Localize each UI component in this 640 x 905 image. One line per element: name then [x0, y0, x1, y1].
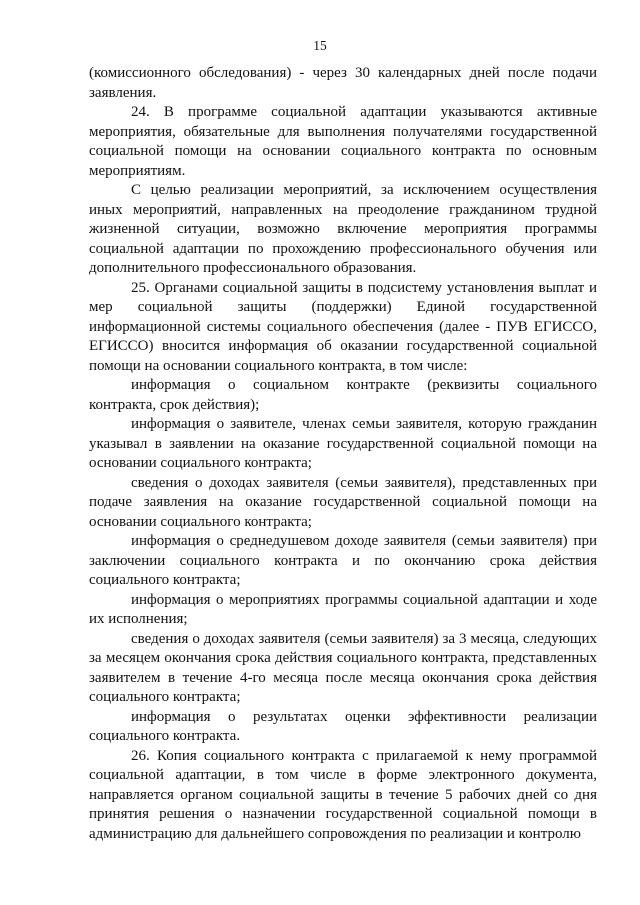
paragraph-item-25: 25. Органами социальной защиты в подсистему установления выплат и мер социальной защиты (поддержки) Единой государственной информационной системы социального обеспечения (далее - ПУВ ЕГИССО, ЕГИССО) вносится информация об оказании государственной социальной помощи на основании социального контракта, в том числе:: [89, 279, 597, 374]
document-body: [89, 64, 597, 844]
paragraph-item-26: 26. Копия социального контракта с прилагаемой к нему программой социальной адаптации, в том числе в форме электронного документа, направляется органом социальной защиты в течение 5 рабочих дней со дня принятия решения о назначении государственной социальной помощи в администрацию для дальнейшего сопровождения по реализации и контролю: [89, 747, 597, 842]
list-item-average-income: информация о среднедушевом доходе заявителя (семьи заявителя) при заключении социального контракта и по окончанию срока действия социального контракта;: [89, 533, 597, 588]
list-item-income-info: сведения о доходах заявителя (семьи заявителя), представленных при подаче заявления на оказание государственной социальной помощи на основании социального контракта;: [89, 474, 597, 530]
paragraph-continuation: (комиссионного обследования) - через 30 календарных дней после подачи заявления.: [89, 65, 597, 101]
list-item-contract-info: информация о социальном контракте (реквизиты социального контракта, срок действия);: [89, 377, 597, 413]
page-number: 15: [313, 38, 327, 53]
list-item-program-measures: информация о мероприятиях программы социальной адаптации и ходе их исполнения;: [89, 591, 597, 627]
list-item-income-after: сведения о доходах заявителя (семьи заявителя) за 3 месяца, следующих за месяцем окончания срока действия социального контракта, представленных заявителем в течение 4-го месяца после месяца окончания срока действия социального контракта;: [89, 630, 597, 705]
list-item-efficiency: информация о результатах оценки эффективности реализации социального контракта.: [89, 708, 597, 744]
paragraph-purpose: С целью реализации мероприятий, за исключением осуществления иных мероприятий, направленных на преодоление гражданином трудной жизненной ситуации, возможно включение мероприятия программы социальной адаптации по прохождению профессионального обучения или дополнительного профессионального образования.: [89, 182, 597, 276]
paragraph-item-24: 24. В программе социальной адаптации указываются активные мероприятия, обязательные для выполнения получателями государственной социальной помощи на основании социального контракта по основным мероприятиям.: [89, 104, 597, 179]
list-item-applicant-info: информация о заявителе, членах семьи заявителя, которую гражданин указывал в заявлении на оказание государственной социальной помощи на основании социального контракта;: [89, 416, 597, 471]
